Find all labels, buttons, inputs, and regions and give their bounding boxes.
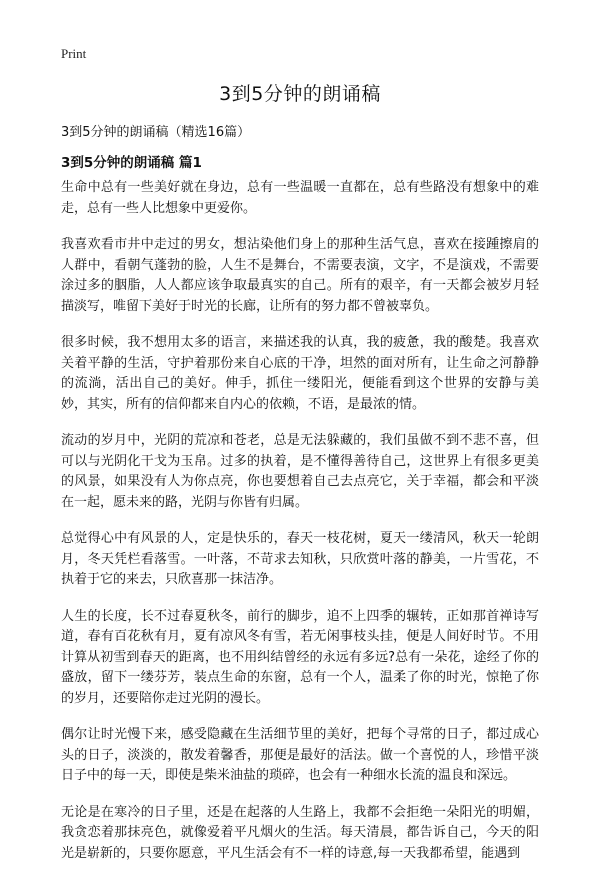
article-body [61,178,539,880]
paragraph: 很多时候，我不想用太多的语言，来描述我的认真，我的疲惫，我的酸楚。我喜欢关着平静的生活，守护着那份来自心底的干净，坦然的面对所有，让生命之河静静的流淌，活出自己的美好。伸手，抓住一缕阳光，便能看到这个世界的安静与美妙，其实，所有的信仰都来自内心的依赖，不语，是最浓的情。 [61,335,539,412]
print-link[interactable]: Print [61,46,87,61]
paragraph: 生命中总有一些美好就在身边，总有一些温暖一直都在，总有些路没有想象中的难走，总有一些人比想象中更爱你。 [61,180,539,216]
paragraph: 无论是在寒冷的日子里，还是在起落的人生路上，我都不会拒绝一朵阳光的明媚，我贪恋着那抹亮色，就像爱着平凡烟火的生活。每天清晨，都告诉自己，今天的阳光是崭新的，只要你愿意，平凡生活会有不一样的诗意,每一天我都希望，能遇到 [61,804,539,861]
paragraph: 流动的岁月中，光阴的荒凉和苍老，总是无法躲藏的，我们虽做不到不悲不喜，但可以与光阴化干戈为玉帛。过多的执着，是不懂得善待自己，这世界上有很多更美的风景，如果没有人为你点亮，你也要想着自己去点亮它，关于幸福，都会和平淡在一起，愿未来的路，光阴与你皆有归属。 [61,433,539,510]
section-heading: 3到5分钟的朗诵稿 篇1 [61,155,202,171]
document-subtitle: 3到5分钟的朗诵稿（精选16篇） [61,125,251,140]
paragraph: 总觉得心中有风景的人，定是快乐的，春天一枝花树，夏天一缕清风，秋天一轮朗月，冬天凭栏看落雪。一叶落，不苛求去知秋，只欣赏叶落的静美，一片雪花，不执着于它的来去，只欣喜那一抹洁净。 [61,531,539,587]
paragraph: 人生的长度，长不过春夏秋冬，前行的脚步，追不上四季的辗转，正如那首禅诗写道，春有百花秋有月，夏有凉风冬有雪，若无闲事枝头挂，便是人间好时节。不用计算从初雪到春天的距离，也不用纠结曾经的永远有多远?总有一朵花，途经了你的盛放，留下一缕芬芳，装点生命的东窗，总有一个人，温柔了你的时光，惊艳了你的岁月，还要陪你走过光阴的漫长。 [61,608,539,706]
document-title: 3到5分钟的朗诵稿 [219,83,381,105]
paragraph: 偶尔让时光慢下来，感受隐藏在生活细节里的美好，把每个寻常的日子，都过成心头的日子，淡淡的，散发着馨香，那便是最好的活法。做一个喜悦的人，珍惜平淡日子中的每一天，即使是柴米油盐的琐碎，也会有一种细水长流的温良和深远。 [61,727,539,783]
paragraph: 我喜欢看市井中走过的男女，想沾染他们身上的那种生活气息，喜欢在接踵擦肩的人群中，看朝气蓬勃的脸，人生不是舞台，不需要表演，文字，不是演戏，不需要涂过多的胭脂，人人都应该争取最真实的自己。所有的艰辛，有一天都会被岁月轻描淡写，唯留下美好于时光的长廊，让所有的努力都不曾被辜负。 [61,237,539,314]
